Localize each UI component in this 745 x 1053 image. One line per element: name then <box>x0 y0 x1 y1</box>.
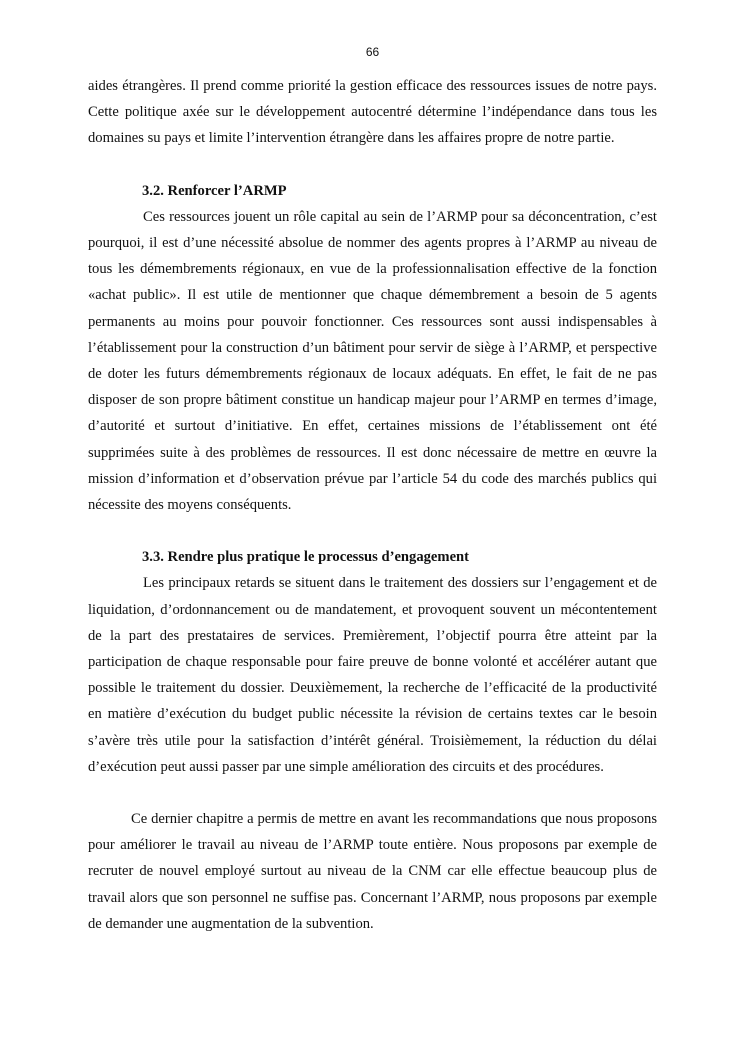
paragraph-spacer <box>88 152 657 178</box>
document-body <box>88 73 657 937</box>
page-number: 66 <box>365 45 380 59</box>
section-3-2-paragraph: Ces ressources jouent un rôle capital au sein de l’ARMP pour sa déconcentration, c’est pourquoi, il est d’une nécessité absolue de nommer des agents propres à l’ARMP au niveau de tous les démembrements régionaux, en vue de la professionnalisation effective de la fonction «achat public». Il est utile de mentionner que chaque démembrement a besoin de 5 agents permanents au moins pour pouvoir fonctionner. Ces ressources sont aussi indispensables à l’établissement pour la construction d’un bâtiment pour servir de siège à l’ARMP, et perspective de doter les futurs démembrements régionaux de locaux adéquats. En effet, le fait de ne pas disposer de son propre bâtiment constitue un handicap majeur pour l’ARMP en termes d’image, d’autorité et surtout d’initiative. En effet, certaines missions de l’établissement ont été supprimées suite à des problèmes de ressources. Il est donc nécessaire de mettre en œuvre la mission d’information et d’observation prévue par l’article 54 du code des marchés publics qui nécessite des moyens conséquents. <box>88 208 657 514</box>
section-3-3-paragraph: Les principaux retards se situent dans le traitement des dossiers sur l’engagement et de liquidation, d’ordonnancement ou de mandatement, et provoquent souvent un mécontentement de la part des prestataires de services. Premièrement, l’objectif pourra être atteint par la participation de chaque responsable pour faire preuve de bonne volonté et accélérer autant que possible le traitement du dossier. Deuxièmement, la recherche de l’efficacité de la productivité en matière d’exécution du budget public nécessite la révision de certains textes car le besoin s’avère très utile pour la satisfaction d’intérêt général. Troisièmement, la réduction du délai d’exécution peut aussi passer par une simple amélioration des circuits et des procédures. <box>88 575 657 775</box>
section-3-2-heading: 3.2. Renforcer l’ARMP <box>142 182 287 199</box>
paragraph-spacer <box>88 518 657 544</box>
section-3-3-heading: 3.3. Rendre plus pratique le processus d’engagement <box>142 549 470 566</box>
conclusion-paragraph: Ce dernier chapitre a permis de mettre en avant les recommandations que nous proposons pour améliorer le travail au niveau de l’ARMP toute entière. Nous proposons par exemple de recruter de nouvel employé surtout au niveau de la CNM car elle effectue beaucoup plus de travail alors que son personnel ne suffise pas. Concernant l’ARMP, nous proposons par exemple de demander une augmentation de la subvention. <box>88 811 657 932</box>
paragraph-spacer <box>88 780 657 806</box>
intro-paragraph: aides étrangères. Il prend comme priorité la gestion efficace des ressources issues de notre pays. Cette politique axée sur le développement autocentré détermine l’indépendance dans tous les domaines su pays et limite l’intervention étrangère dans les affaires propre de notre partie. <box>88 78 657 147</box>
